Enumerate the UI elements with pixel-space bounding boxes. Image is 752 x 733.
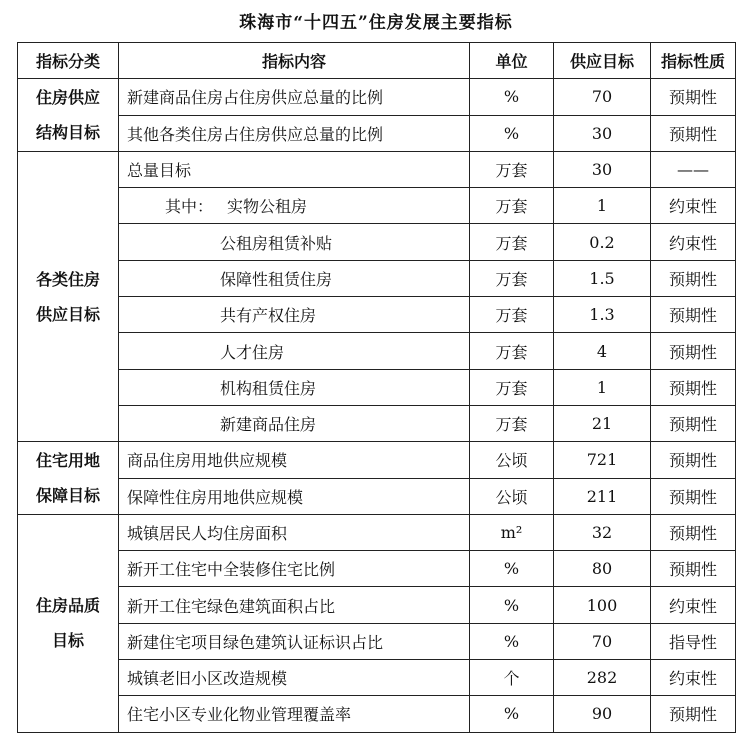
row-content: 机构租赁住房 <box>119 369 470 405</box>
row-nature: 指导性 <box>651 623 736 659</box>
table-row <box>18 514 736 550</box>
table-row <box>18 660 736 696</box>
row-content: 保障性租赁住房 <box>119 260 470 296</box>
table-row <box>18 551 736 587</box>
row-unit: 万套 <box>470 297 554 333</box>
row-content: 住宅小区专业化物业管理覆盖率 <box>119 696 470 732</box>
row-unit: 万套 <box>470 333 554 369</box>
table-row <box>18 224 736 260</box>
row-content-text: 实物公租房 <box>227 197 308 217</box>
header-content: 指标内容 <box>119 43 470 79</box>
category-cell <box>18 151 119 441</box>
table-row <box>18 369 736 405</box>
row-nature: 预期性 <box>651 297 736 333</box>
row-content: 城镇居民人均住房面积 <box>119 514 470 550</box>
row-target: 721 <box>554 442 651 478</box>
row-unit: 万套 <box>470 260 554 296</box>
row-nature: 预期性 <box>651 369 736 405</box>
header-category: 指标分类 <box>18 43 119 79</box>
row-unit: 万套 <box>470 188 554 224</box>
page-title: 珠海市“十四五”住房发展主要指标 <box>239 13 513 33</box>
row-target: 70 <box>554 79 651 115</box>
row-nature: —— <box>651 151 736 187</box>
category-label: 住房品质 <box>35 596 100 616</box>
row-nature: 预期性 <box>651 260 736 296</box>
row-content: 人才住房 <box>119 333 470 369</box>
row-unit: % <box>470 551 554 587</box>
row-nature: 约束性 <box>651 188 736 224</box>
row-target: 1.5 <box>554 260 651 296</box>
row-nature: 预期性 <box>651 478 736 514</box>
table-row <box>18 442 736 478</box>
header-target: 供应目标 <box>554 43 651 79</box>
indicator-table <box>17 42 736 733</box>
table-row <box>18 297 736 333</box>
row-target: 282 <box>554 660 651 696</box>
row-target: 211 <box>554 478 651 514</box>
row-nature: 预期性 <box>651 79 736 115</box>
row-target: 21 <box>554 405 651 441</box>
row-nature: 预期性 <box>651 514 736 550</box>
row-unit: % <box>470 587 554 623</box>
row-target: 30 <box>554 115 651 151</box>
header-nature: 指标性质 <box>651 43 736 79</box>
row-nature: 预期性 <box>651 551 736 587</box>
row-content: 其他各类住房占住房供应总量的比例 <box>119 115 470 151</box>
table-row <box>18 405 736 441</box>
category-label: 住宅用地 <box>35 451 100 471</box>
row-nature: 约束性 <box>651 587 736 623</box>
category-label: 住房供应 <box>35 88 100 108</box>
table-row <box>18 188 736 224</box>
row-unit: 公顷 <box>470 478 554 514</box>
table-row <box>18 115 736 151</box>
row-prefix: 其中： <box>165 197 214 217</box>
row-unit: % <box>470 79 554 115</box>
row-unit: m² <box>470 514 554 550</box>
table-row <box>18 151 736 187</box>
row-target: 1.3 <box>554 297 651 333</box>
row-unit: 万套 <box>470 224 554 260</box>
row-nature: 预期性 <box>651 696 736 732</box>
row-target: 0.2 <box>554 224 651 260</box>
row-target: 32 <box>554 514 651 550</box>
row-target: 90 <box>554 696 651 732</box>
table-row <box>18 696 736 732</box>
row-unit: 万套 <box>470 405 554 441</box>
row-content: 保障性住房用地供应规模 <box>119 478 470 514</box>
category-label: 供应目标 <box>35 304 100 324</box>
row-content: 新建住宅项目绿色建筑认证标识占比 <box>119 623 470 659</box>
row-content: 新建商品住房 <box>119 405 470 441</box>
row-target: 4 <box>554 333 651 369</box>
row-nature: 预期性 <box>651 115 736 151</box>
row-unit: % <box>470 115 554 151</box>
row-target: 30 <box>554 151 651 187</box>
table-row <box>18 587 736 623</box>
row-content: 共有产权住房 <box>119 297 470 333</box>
row-content <box>119 188 470 224</box>
row-target: 70 <box>554 623 651 659</box>
table-row <box>18 260 736 296</box>
category-cell <box>18 79 119 152</box>
header-unit: 单位 <box>470 43 554 79</box>
row-content: 新开工住宅中全装修住宅比例 <box>119 551 470 587</box>
category-label: 各类住房 <box>35 269 100 289</box>
row-unit: % <box>470 696 554 732</box>
row-content: 城镇老旧小区改造规模 <box>119 660 470 696</box>
table-row <box>18 79 736 115</box>
row-unit: 公顷 <box>470 442 554 478</box>
category-label: 目标 <box>51 631 84 651</box>
table-row <box>18 478 736 514</box>
row-target: 100 <box>554 587 651 623</box>
row-content: 新建商品住房占住房供应总量的比例 <box>119 79 470 115</box>
category-label: 结构目标 <box>35 123 100 143</box>
row-content: 总量目标 <box>119 151 470 187</box>
row-target: 80 <box>554 551 651 587</box>
row-unit: 个 <box>470 660 554 696</box>
category-label: 保障目标 <box>35 486 100 506</box>
category-cell <box>18 514 119 732</box>
row-nature: 约束性 <box>651 224 736 260</box>
row-unit: % <box>470 623 554 659</box>
header-row <box>18 43 736 79</box>
row-content: 公租房租赁补贴 <box>119 224 470 260</box>
table-row <box>18 623 736 659</box>
row-unit: 万套 <box>470 369 554 405</box>
table-row <box>18 333 736 369</box>
row-content: 商品住房用地供应规模 <box>119 442 470 478</box>
row-unit: 万套 <box>470 151 554 187</box>
row-target: 1 <box>554 369 651 405</box>
row-content: 新开工住宅绿色建筑面积占比 <box>119 587 470 623</box>
row-nature: 预期性 <box>651 442 736 478</box>
row-nature: 预期性 <box>651 405 736 441</box>
category-cell <box>18 442 119 515</box>
row-target: 1 <box>554 188 651 224</box>
row-nature: 约束性 <box>651 660 736 696</box>
row-nature: 预期性 <box>651 333 736 369</box>
